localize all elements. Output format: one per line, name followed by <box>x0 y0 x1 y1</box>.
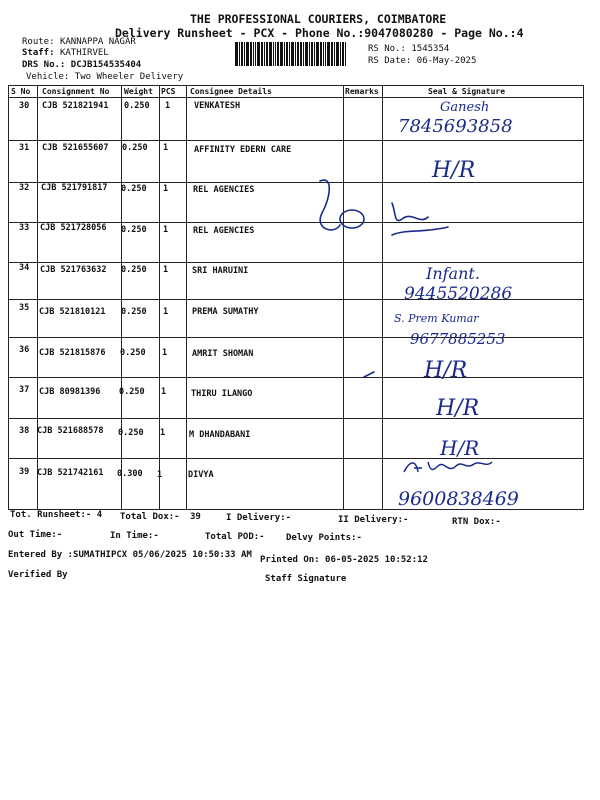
rtn-dox: RTN Dox:- <box>452 517 501 527</box>
verified-by: Verified By <box>8 570 68 580</box>
cell-pcs: 1 <box>163 143 169 153</box>
drs-label: DRS No.: <box>22 60 66 70</box>
handwritten-phone: 9600838469 <box>398 488 519 510</box>
cell-pcs: 1 <box>162 348 168 358</box>
scrawl-initials <box>392 203 428 221</box>
cell-consignment: CJB 521763632 <box>40 265 107 275</box>
cell-weight: 0.250 <box>121 225 147 235</box>
scrawl-underline <box>392 227 448 235</box>
tot-runsheet: Tot. Runsheet:- 4 <box>10 510 103 520</box>
cell-consignee: REL AGENCIES <box>193 226 255 236</box>
handwritten-phone: 7845693858 <box>398 116 513 137</box>
scrawl-stroke <box>320 180 340 230</box>
runsheet-title: Delivery Runsheet - PCX - Phone No.:9047080280 - Page No.:4 <box>115 26 524 40</box>
handwritten-phone: 9445520286 <box>404 284 513 304</box>
total-dox-label: Total Dox:- <box>120 512 180 522</box>
cell-consignee: REL AGENCIES <box>193 185 255 195</box>
col-header-consignment: Consignment No <box>42 87 110 96</box>
cell-pcs: 1 <box>163 184 169 194</box>
col-header-sno: S No <box>11 87 31 96</box>
barcode <box>235 42 363 66</box>
route-line <box>22 37 136 47</box>
cell-consignee: THIRU ILANGO <box>191 389 253 399</box>
staff-label: Staff: <box>22 48 55 58</box>
handwritten-signature <box>400 456 510 478</box>
handwritten-hr: H/R <box>432 158 476 183</box>
cell-sno: 36 <box>19 345 30 355</box>
handwritten-name: S. Prem Kumar <box>394 312 479 325</box>
route-value: KANNAPPA NAGAR <box>59 37 136 47</box>
cell-sno: 35 <box>19 303 30 313</box>
cell-weight: 0.300 <box>117 469 143 479</box>
cell-consignee: VENKATESH <box>194 101 241 111</box>
handwritten-hr: H/R <box>436 396 480 421</box>
cell-sno: 34 <box>19 263 30 273</box>
cell-weight: 0.250 <box>121 307 147 317</box>
drs-value: DCJB154535404 <box>70 60 142 70</box>
rs-no-label: RS No.: <box>368 44 406 54</box>
handwritten-hr: H/R <box>440 436 480 460</box>
rs-no-value: 1545354 <box>411 44 450 54</box>
cell-sno: 31 <box>19 143 30 153</box>
printed-on: Printed On: 06-05-2025 10:52:12 <box>260 555 428 565</box>
cell-consignment: CJB 521688578 <box>37 426 104 436</box>
cell-weight: 0.250 <box>121 184 147 194</box>
rs-date-label: RS Date: <box>368 56 412 66</box>
cell-pcs: 1 <box>161 387 167 397</box>
cell-consignee: AMRIT SHOMAN <box>192 349 254 359</box>
handwritten-phone: 9677885253 <box>410 330 506 348</box>
cell-weight: 0.250 <box>119 387 145 397</box>
cell-consignment: CJB 521728056 <box>40 223 107 233</box>
cell-consignment: CJB 80981396 <box>39 387 101 397</box>
staff-signature: Staff Signature <box>265 574 347 584</box>
cell-consignment: CJB 521810121 <box>39 307 106 317</box>
total-pod: Total POD:- <box>205 532 265 542</box>
vehicle-label: Vehicle: <box>26 72 70 82</box>
col-header-remarks: Remarks <box>345 87 379 96</box>
rs-date-line <box>368 56 476 66</box>
cell-consignee: AFFINITY EDERN CARE <box>194 145 292 155</box>
cell-pcs: 1 <box>163 225 169 235</box>
cell-pcs: 1 <box>157 470 163 480</box>
cell-sno: 32 <box>19 183 30 193</box>
drs-line <box>22 60 141 70</box>
out-time: Out Time:- <box>8 530 63 540</box>
cell-consignee: PREMA SUMATHY <box>192 307 259 317</box>
col-header-signature: Seal & Signature <box>428 87 506 96</box>
cell-sno: 39 <box>19 467 30 477</box>
staff-line <box>22 48 109 58</box>
entered-by: Entered By :SUMATHIPCX 05/06/2025 10:50:33 AM <box>8 550 252 560</box>
handwritten-name: Ganesh <box>440 100 490 115</box>
cell-consignee: DIVYA <box>188 470 214 480</box>
cell-sno: 30 <box>19 101 30 111</box>
cell-weight: 0.250 <box>122 143 148 153</box>
cell-pcs: 1 <box>165 101 171 111</box>
i-delivery: I Delivery:- <box>226 513 292 523</box>
in-time: In Time:- <box>110 531 159 541</box>
cell-consignment: CJB 521655607 <box>42 143 109 153</box>
scrawl-circle <box>340 210 364 228</box>
col-header-weight: Weight <box>124 87 153 96</box>
handwritten-hr: H/R <box>424 358 468 383</box>
cell-weight: 0.250 <box>120 348 146 358</box>
vehicle-value: Two Wheeler Delivery <box>74 72 184 82</box>
cell-weight: 0.250 <box>118 428 144 438</box>
company-title: THE PROFESSIONAL COURIERS, COIMBATORE <box>190 12 447 26</box>
vehicle-line <box>26 72 183 82</box>
scrawl-dash <box>364 372 374 377</box>
cell-sno: 37 <box>19 385 30 395</box>
cell-pcs: 1 <box>163 265 169 275</box>
cell-sno: 33 <box>19 223 30 233</box>
route-label: Route: <box>22 37 55 47</box>
total-dox-value: 39 <box>190 512 201 522</box>
cell-weight: 0.250 <box>124 101 150 111</box>
cell-pcs: 1 <box>163 307 169 317</box>
cell-consignee: M DHANDABANI <box>189 430 251 440</box>
staff-value: KATHIRVEL <box>59 48 109 58</box>
cell-pcs: 1 <box>160 428 166 438</box>
delvy-points: Delvy Points:- <box>286 533 362 543</box>
cell-consignment: CJB 521821941 <box>42 101 109 111</box>
cell-consignment: CJB 521791817 <box>41 183 108 193</box>
cell-consignment: CJB 521742161 <box>37 468 104 478</box>
cell-weight: 0.250 <box>121 265 147 275</box>
rs-date-value: 06-May-2025 <box>416 56 477 66</box>
cell-consignment: CJB 521815876 <box>39 348 106 358</box>
col-header-pcs: PCS <box>161 87 176 96</box>
signature-stroke <box>404 462 492 472</box>
ii-delivery: II Delivery:- <box>338 515 409 525</box>
rs-no-line <box>368 44 449 54</box>
cell-sno: 38 <box>19 426 30 436</box>
col-header-consignee: Consignee Details <box>190 87 272 96</box>
cell-consignee: SRI HARUINI <box>192 266 249 276</box>
handwritten-name: Infant. <box>426 264 480 283</box>
